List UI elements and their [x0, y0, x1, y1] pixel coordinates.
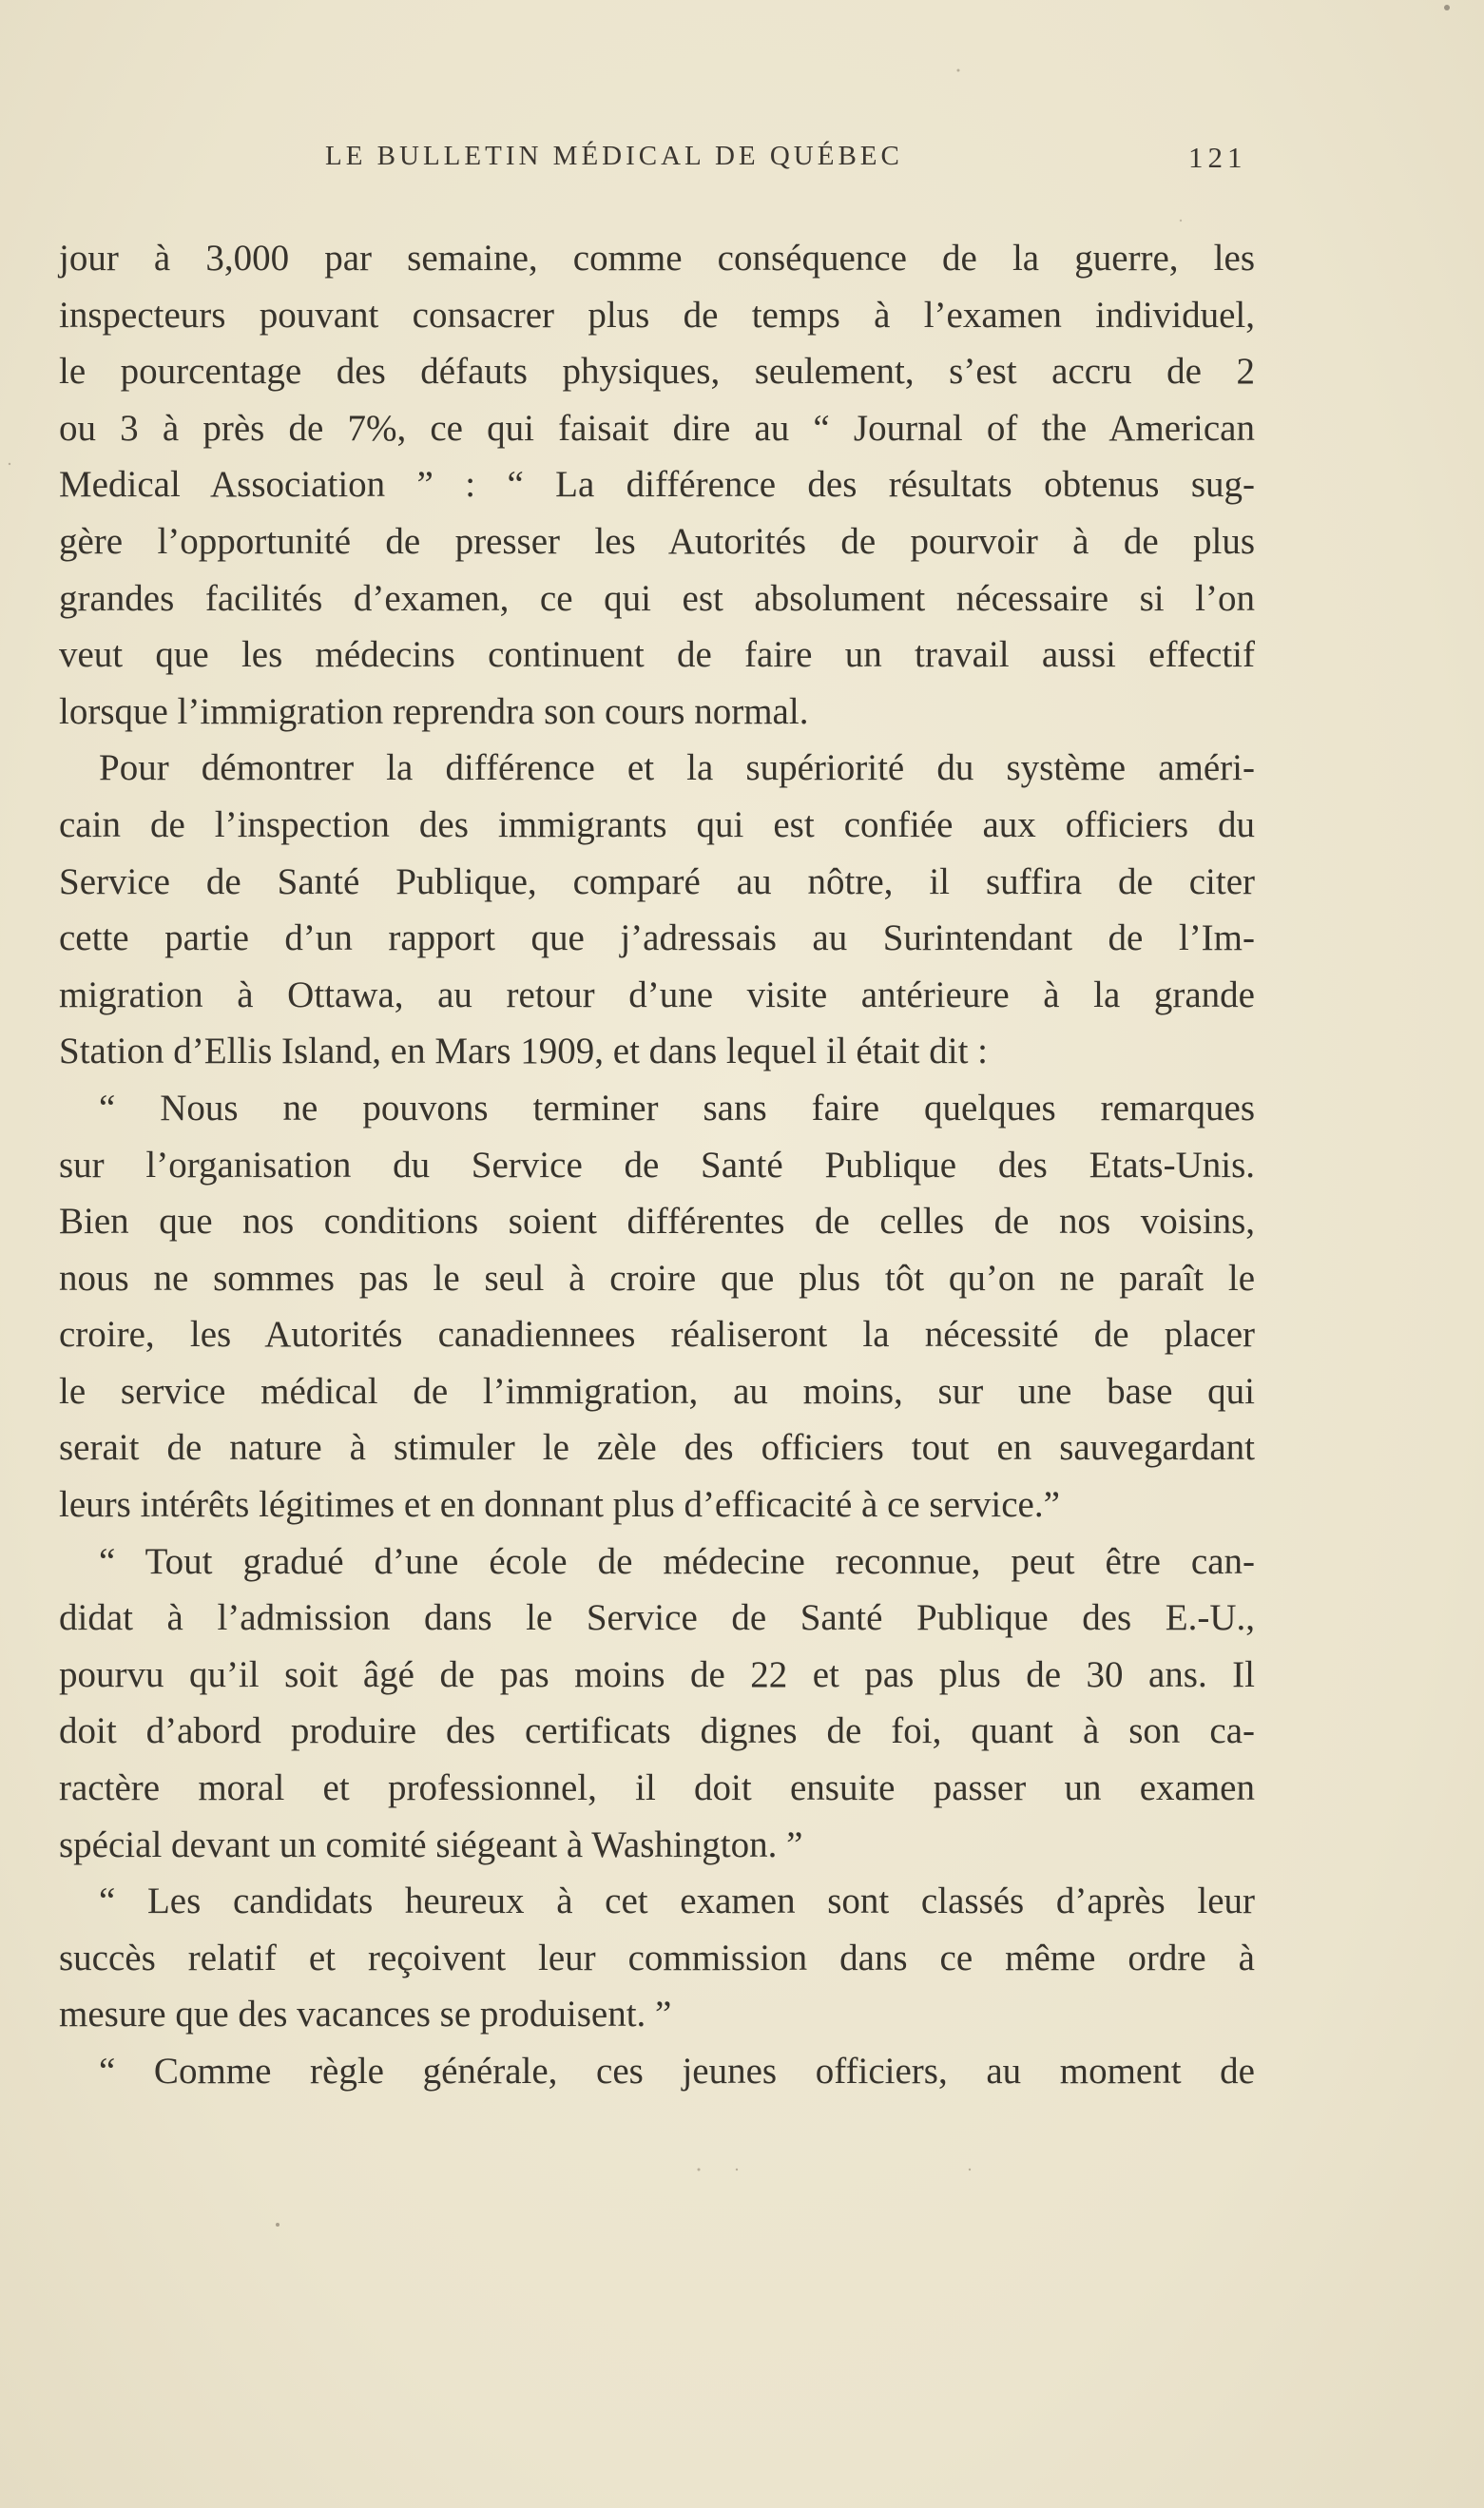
text-line: Pour démontrer la différence et la supériorité du système améri- [99, 747, 1255, 789]
text-line: jour à 3,000 par semaine, comme conséquence de la guerre, les [59, 238, 1255, 279]
text-line: Bien que nos conditions soient différentes de celles de nos voisins, [59, 1201, 1255, 1243]
text-line: “ Tout gradué d’une école de médecine reconnue, peut être can- [99, 1540, 1255, 1582]
text-line: leurs intérêts légitimes et en donnant plus d’efficacité à ce service.” [59, 1484, 1060, 1526]
text-line: cette partie d’un rapport que j’adressais au Surintendant de l’Im- [59, 917, 1255, 959]
text-line: cain de l’inspection des immigrants qui est confiée aux officiers du [59, 803, 1255, 845]
text-line: inspecteurs pouvant consacrer plus de temps à l’examen individuel, [59, 294, 1255, 336]
text-line: grandes facilités d’examen, ce qui est absolument nécessaire si l’on [59, 577, 1255, 619]
text-line: croire, les Autorités canadiennees réaliseront la nécessité de placer [59, 1314, 1255, 1356]
text-line: “ Les candidats heureux à cet examen sont classés d’après leur [99, 1881, 1255, 1922]
text-line: doit d’abord produire des certificats dignes de foi, quant à son ca- [59, 1710, 1255, 1752]
text-line: mesure que des vacances se produisent. ” [59, 1994, 672, 2035]
text-line: didat à l’admission dans le Service de Santé Publique des E.-U., [59, 1597, 1255, 1639]
text-line: serait de nature à stimuler le zèle des officiers tout en sauvegardant [59, 1427, 1255, 1469]
text-line: ractère moral et professionnel, il doit ensuite passer un examen [59, 1767, 1255, 1809]
text-line: Station d’Ellis Island, en Mars 1909, et dans lequel il était dit : [59, 1031, 988, 1072]
text-line: migration à Ottawa, au retour d’une visite antérieure à la grande [59, 974, 1255, 1015]
text-line: veut que les médecins continuent de faire un travail aussi effectif [59, 634, 1255, 676]
text-line: Medical Association ” : “ La différence des résultats obtenus sug- [59, 464, 1255, 506]
text-line: le service médical de l’immigration, au moins, sur une base qui [59, 1370, 1255, 1412]
text-line: ou 3 à près de 7%, ce qui faisait dire au “ Journal of the American [59, 407, 1255, 449]
text-line: “ Comme règle générale, ces jeunes officiers, au moment de [99, 2051, 1255, 2092]
text-line: “ Nous ne pouvons terminer sans faire quelques remarques [99, 1087, 1255, 1129]
text-line: pourvu qu’il soit âgé de pas moins de 22 et pas plus de 30 ans. Il [59, 1653, 1255, 1695]
running-head-title: LE BULLETIN MÉDICAL DE QUÉBEC [325, 141, 903, 171]
body-text [59, 230, 1255, 2100]
text-line: Service de Santé Publique, comparé au nôtre, il suffira de citer [59, 860, 1255, 902]
text-line: succès relatif et reçoivent leur commission dans ce même ordre à [59, 1937, 1255, 1978]
text-line: lorsque l’immigration reprendra son cours normal. [59, 690, 809, 732]
page-number: 121 [1188, 141, 1247, 174]
text-line: nous ne sommes pas le seul à croire que plus tôt qu’on ne paraît le [59, 1257, 1255, 1299]
text-line: spécial devant un comité siégeant à Washington. ” [59, 1823, 803, 1865]
text-line: le pourcentage des défauts physiques, seulement, s’est accru de 2 [59, 351, 1255, 393]
text-line: sur l’organisation du Service de Santé Publique des Etats-Unis. [59, 1144, 1255, 1186]
text-line: gère l’opportunité de presser les Autorités de pourvoir à de plus [59, 520, 1255, 562]
